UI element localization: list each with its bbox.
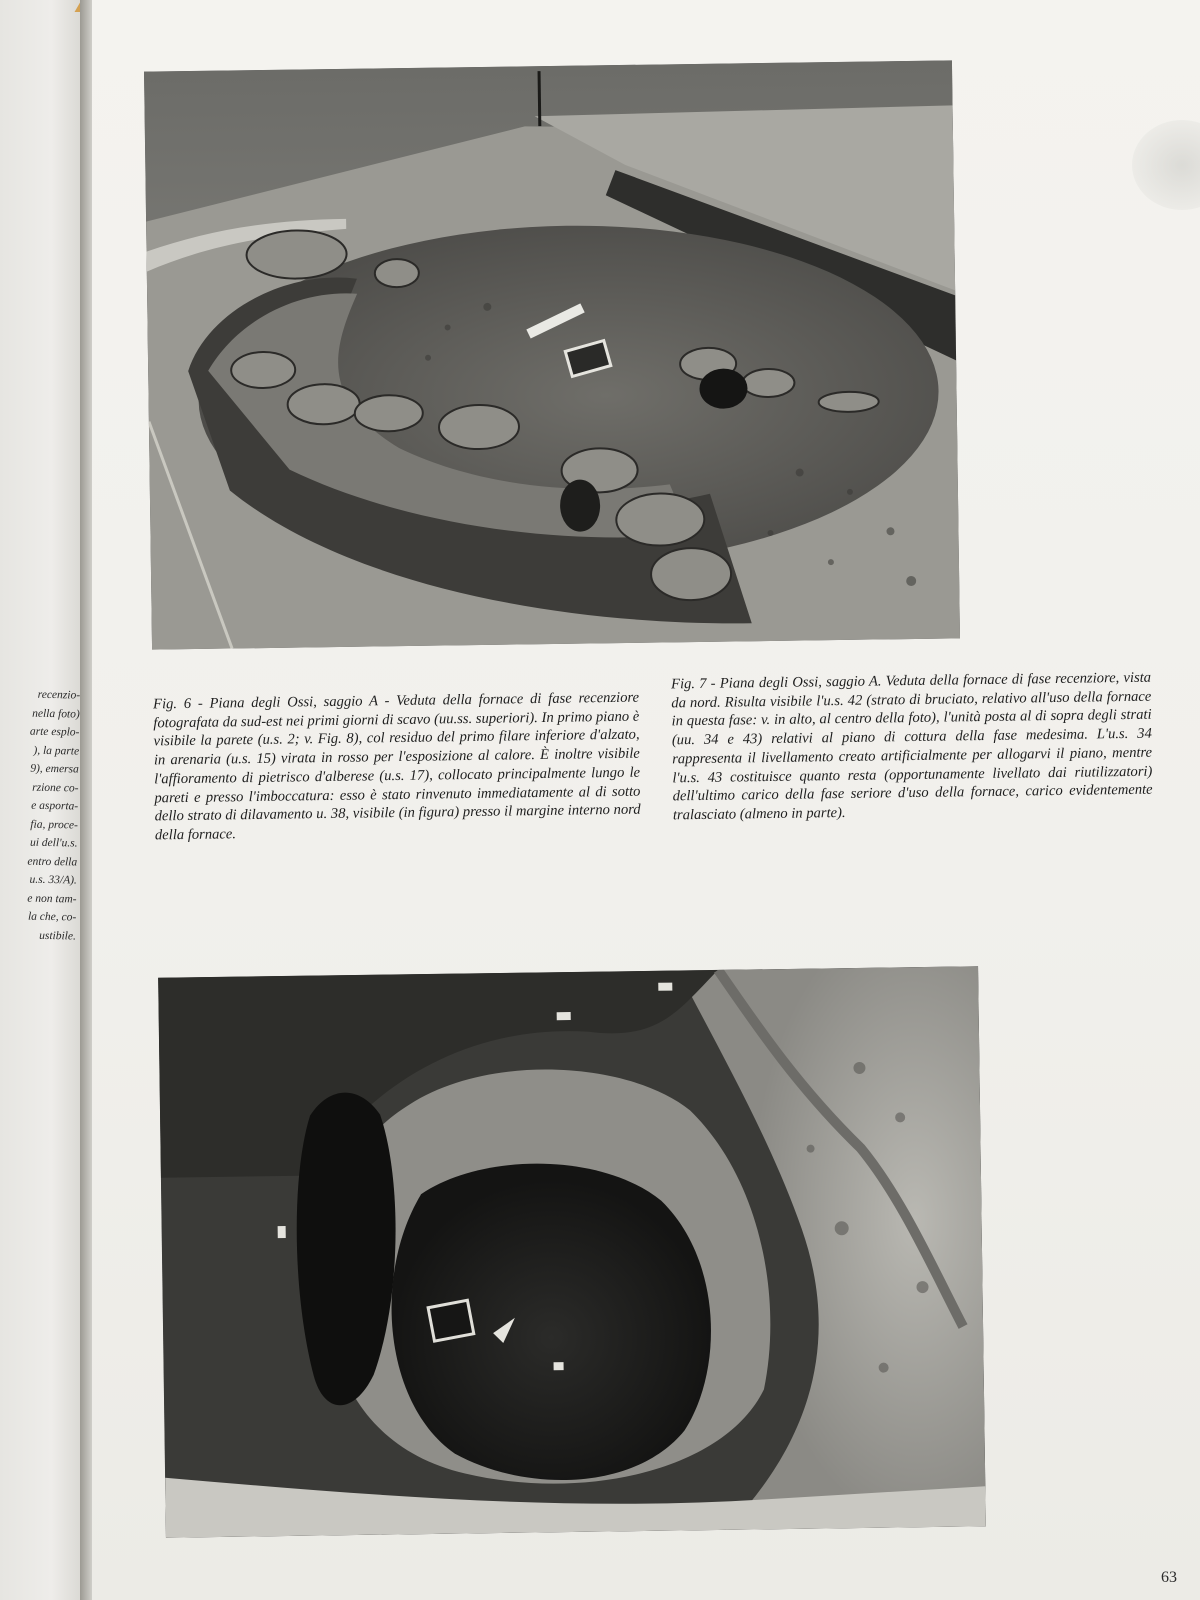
figure-6-caption: Fig. 6 - Piana degli Ossi, saggio A - Veduta della fornace di fase recenziore fotografata da sud-est nei primi giorni di scavo (uu.ss. superiori). In primo piano è visibile la parete (u.s. 2; v. Fig. 8), col residuo del primo filare inferiore d'alzato, in arenaria (u.s. 15) virata in rosso per l'esposizione al calore. È inoltre visibile l'affioramento di pietrisco d'alberese (u.s. 17), collocato principalmente lungo le pareti e presso l'imboccatura: esso è stato rinvenuto immediatamente al di sotto dello strato di dilavamento u. 38, visibile (in figura) presso il margine interno nord della fornace. xyxy=(152,689,641,844)
fragment-line: e non tam- xyxy=(27,892,77,906)
fragment-line: rzione co- xyxy=(32,781,79,795)
figure-7-photo xyxy=(158,966,986,1537)
fragment-line: 9), emersa xyxy=(30,762,79,776)
fragment-line: e asporta- xyxy=(31,799,79,813)
previous-page-text-fragment xyxy=(16,685,81,945)
fragment-line: fia, proce- xyxy=(30,818,78,832)
figure-7-caption: Fig. 7 - Piana degli Ossi, saggio A. Veduta della fornace di fase recenziore, vista da nord. Risulta visibile l'u.s. 42 (strato di bruciato, relativo all'uso della fornace in questa fase: v. in alto, al centro della foto), l'unità posta al di sopra degli strati (uu. 34 e 43) relativi al piano di cottura della fase medesima. L'u.s. 34 rappresenta il livellamento creato artificialmente per allogarvi il piano, mentre l'u.s. 43 costituisce quanto resta (opportunamente livellato dai riutilizzatori) dell'ultimo carico della fase seriore d'uso della fornace, carico evidentemente tralasciato (almeno in parte). xyxy=(670,669,1153,824)
fragment-line: arte esplo- xyxy=(29,725,80,739)
kiln-excavation-photo-southeast xyxy=(144,60,960,649)
fragment-line: recenzio- xyxy=(37,688,81,702)
previous-page xyxy=(0,0,86,1600)
page-number: 63 xyxy=(1161,1569,1177,1586)
kiln-excavation-photo-north xyxy=(158,966,986,1537)
fragment-line: ustibile. xyxy=(39,929,77,943)
page-stain xyxy=(1132,120,1200,210)
fragment-line: u.s. 33/A). xyxy=(29,873,77,887)
fragment-line: ui dell'u.s. xyxy=(29,836,78,850)
figure-6-photo xyxy=(144,60,960,649)
fragment-line: ), la parte xyxy=(33,744,80,758)
fragment-line: nella foto) xyxy=(32,707,80,721)
fragment-line: la che, co- xyxy=(27,910,77,924)
fragment-line: entro della xyxy=(27,855,78,869)
